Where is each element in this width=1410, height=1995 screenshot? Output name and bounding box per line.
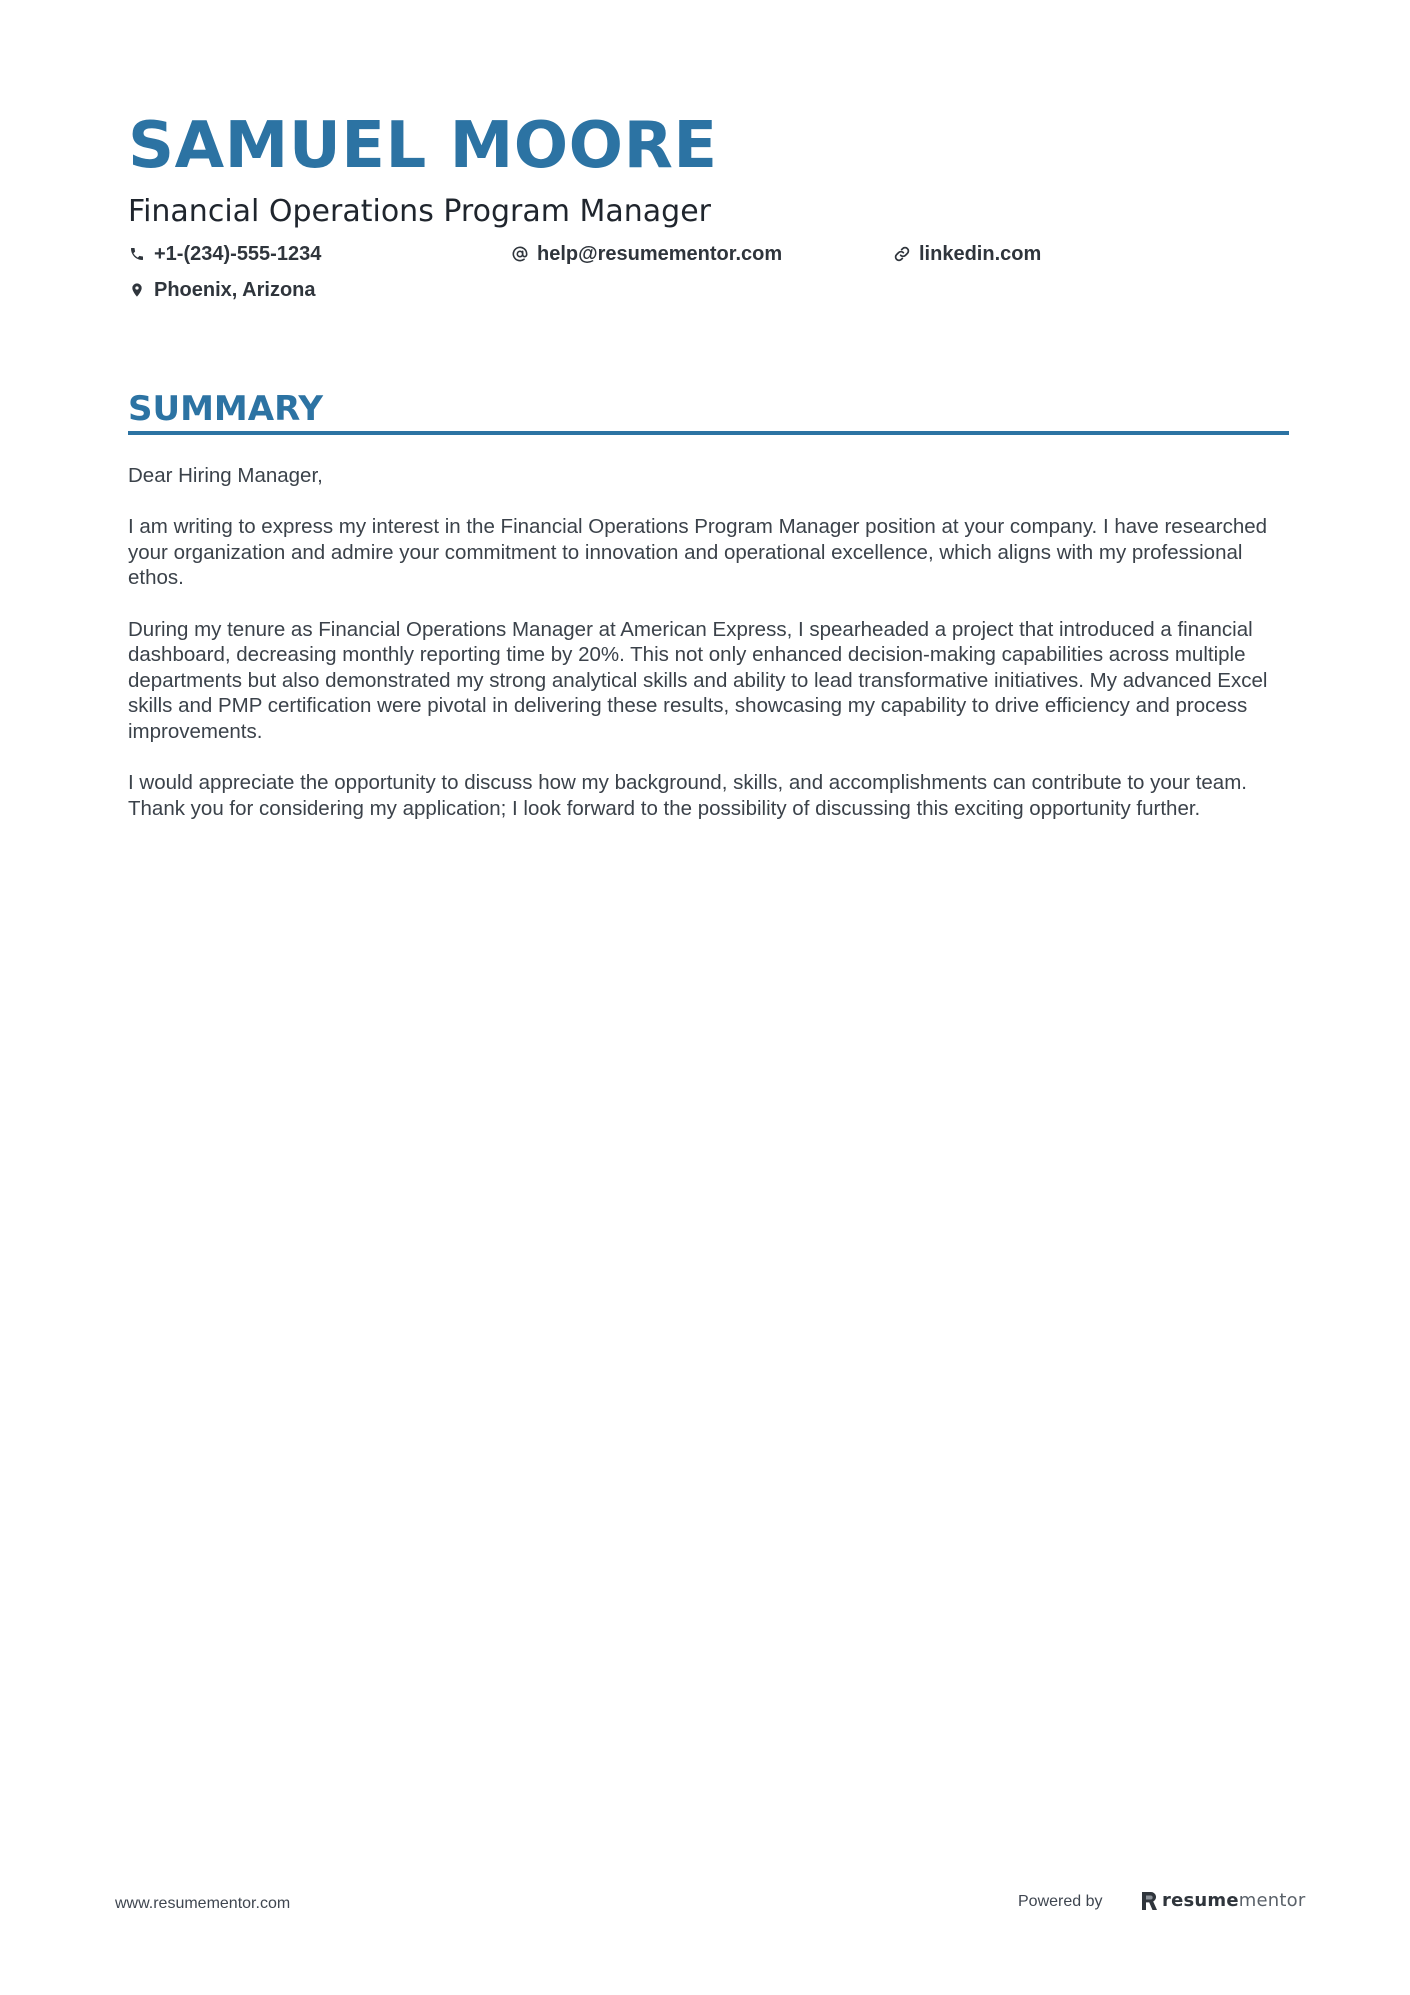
- brand-text-light: mentor: [1238, 1890, 1306, 1911]
- job-title: Financial Operations Program Manager: [128, 194, 711, 229]
- contact-link: [893, 240, 1041, 268]
- contact-location: [128, 276, 316, 304]
- paragraph-closing: I would appreciate the opportunity to discuss how my background, skills, and accomplishments can contribute to your team. Thank you for considering my application; I look forward to the possibility of discussing this exciting opportunity further.: [128, 771, 1247, 820]
- map-pin-icon: [128, 281, 146, 299]
- at-sign-icon: [511, 245, 529, 263]
- candidate-name: SAMUEL MOORE: [128, 109, 718, 183]
- contact-email: [511, 240, 782, 268]
- location-text: Phoenix, Arizona: [154, 278, 316, 301]
- summary-heading: SUMMARY: [128, 389, 324, 429]
- powered-by-label: Powered by: [1018, 1893, 1103, 1910]
- paragraph-intro: I am writing to express my interest in the Financial Operations Program Manager position at your company. I have researched your organization and admire your commitment to innovation and operational excellence, which aligns with my professional ethos.: [128, 515, 1268, 590]
- resumementor-logo-icon: [1140, 1890, 1158, 1912]
- footer-website[interactable]: www.resumementor.com: [115, 1895, 291, 1912]
- contact-phone: [128, 240, 321, 268]
- brand-text-bold: resume: [1162, 1890, 1239, 1911]
- section-divider: [128, 431, 1289, 435]
- link-icon: [893, 245, 911, 263]
- phone-number: +1-(234)-555-1234: [154, 242, 322, 265]
- email-address: help@resumementor.com: [537, 242, 783, 265]
- salutation: Dear Hiring Manager,: [128, 464, 323, 487]
- brand-logo[interactable]: [1140, 1888, 1305, 1914]
- letter-body: [128, 463, 1283, 847]
- paragraph-experience: During my tenure as Financial Operations Manager at American Express, I spearheaded a project that introduced a financial dashboard, decreasing monthly reporting time by 20%. This not only enhanced decision-making capabilities across multiple departments but also demonstrated my strong analytical skills and ability to lead transformative initiatives. My advanced Excel skills and PMP certification were pivotal in delivering these results, showcasing my capability to drive efficiency and process improvements.: [128, 617, 1268, 743]
- phone-icon: [128, 245, 146, 263]
- linkedin-url: linkedin.com: [919, 242, 1042, 265]
